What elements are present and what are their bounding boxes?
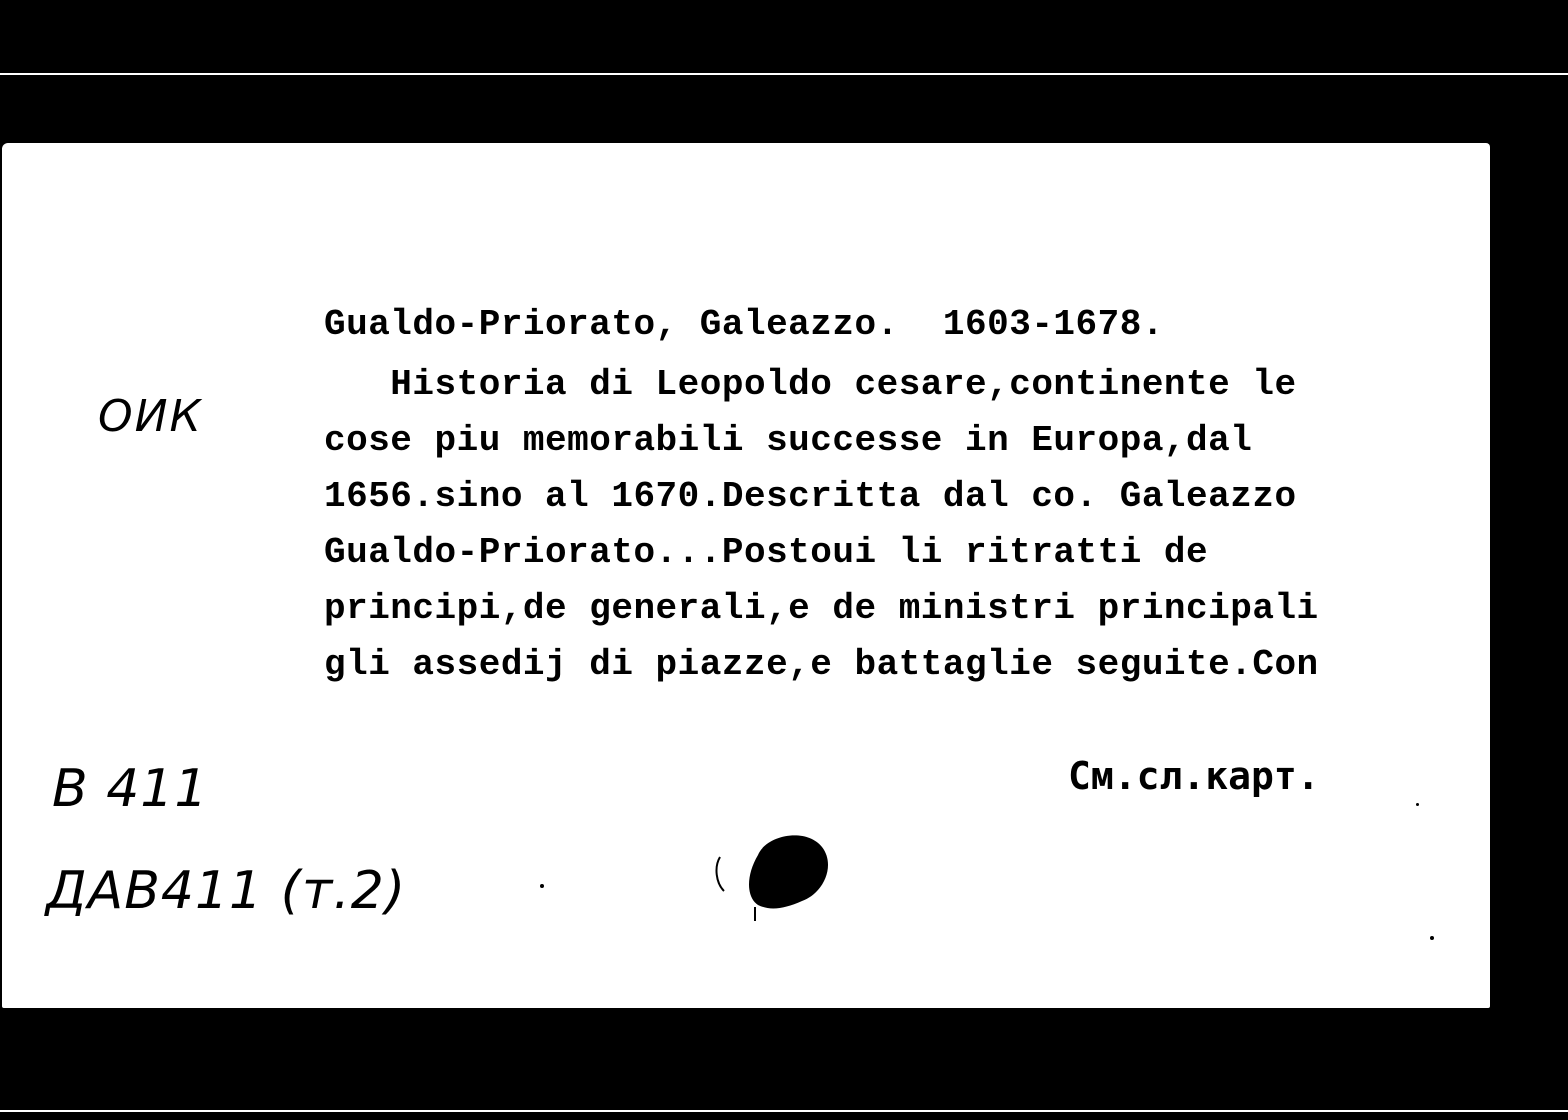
collection-mark: ОИК <box>98 391 203 442</box>
ink-blot <box>710 827 840 927</box>
dust-speck <box>1416 803 1419 806</box>
title-line-2: cose piu memorabili successe in Europa,dal <box>324 420 1253 461</box>
catalog-card <box>2 143 1490 1008</box>
title-line-3: 1656.sino al 1670.Descritta dal co. Galeazzo <box>324 476 1297 517</box>
dust-speck <box>1430 936 1434 940</box>
title-line-1: Historia di Leopoldo cesare,continente le <box>324 364 1297 405</box>
shelfmark-1: В 411 <box>52 759 209 819</box>
continuation-note: См.сл.карт. <box>1068 754 1320 798</box>
author-heading: Gualdo-Priorato, Galeazzo. 1603-1678. <box>324 304 1164 345</box>
shelfmark-2: ДАВ411 (т.2) <box>46 861 407 921</box>
title-line-5: principi,de generali,e de ministri principali <box>324 588 1319 629</box>
dust-speck <box>540 884 544 888</box>
title-line-4: Gualdo-Priorato...Postoui li ritratti de <box>324 532 1209 573</box>
scan-border-top <box>0 73 1568 75</box>
title-line-6: gli assedij di piazze,e battaglie seguite.Con <box>324 644 1319 685</box>
scan-border-bottom <box>0 1110 1568 1112</box>
